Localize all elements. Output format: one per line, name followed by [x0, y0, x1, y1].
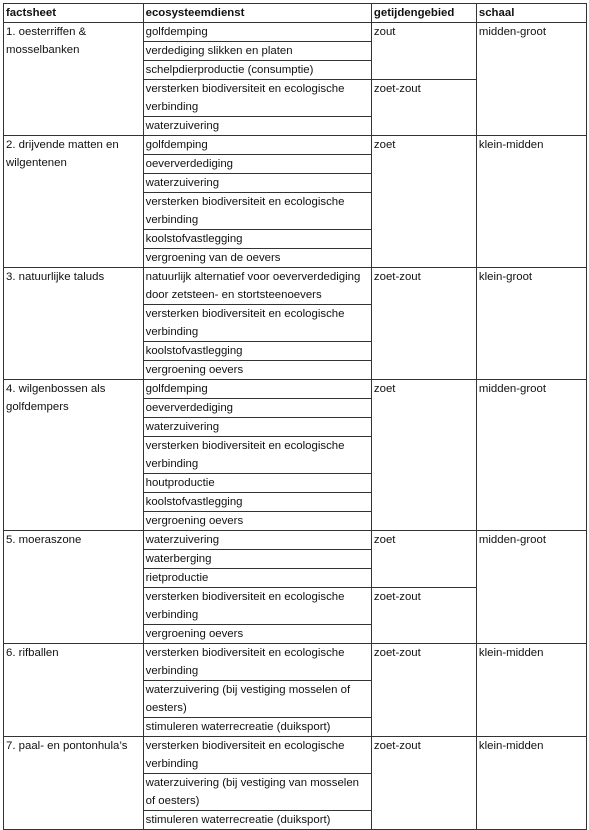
- factsheet-cell: 2. drijvende matten en wilgentenen: [4, 136, 144, 268]
- table-row: [4, 644, 587, 681]
- factsheet-cell: 1. oesterriffen & mosselbanken: [4, 23, 144, 136]
- ecosysteemdienst-cell: waterzuivering: [143, 174, 371, 193]
- table-row: [4, 380, 587, 399]
- ecosysteemdienst-cell: golfdemping: [143, 380, 371, 399]
- factsheet-cell: 7. paal- en pontonhula’s: [4, 737, 144, 830]
- table-row: [4, 136, 587, 155]
- ecosysteemdienst-cell: versterken biodiversiteit en ecologische verbinding: [143, 193, 371, 230]
- header-schaal: schaal: [476, 4, 586, 23]
- ecosysteemdienst-cell: golfdemping: [143, 136, 371, 155]
- ecosysteemdienst-cell: vergroening van de oevers: [143, 249, 371, 268]
- getijdengebied-cell: zoet: [371, 531, 476, 588]
- table-body: [4, 23, 587, 830]
- table-row: [4, 531, 587, 550]
- header-factsheet: factsheet: [4, 4, 144, 23]
- ecosysteemdienst-cell: natuurlijk alternatief voor oeververdediging door zetsteen- en stortsteenoevers: [143, 268, 371, 305]
- ecosysteemdienst-cell: versterken biodiversiteit en ecologische verbinding: [143, 80, 371, 117]
- ecosysteemdienst-cell: vergroening oevers: [143, 361, 371, 380]
- getijdengebied-cell: zoet-zout: [371, 588, 476, 644]
- ecosysteemdienst-cell: golfdemping: [143, 23, 371, 42]
- ecosysteemdienst-cell: versterken biodiversiteit en ecologische verbinding: [143, 737, 371, 774]
- ecosysteemdienst-cell: versterken biodiversiteit en ecologische verbinding: [143, 588, 371, 625]
- ecosysteemdienst-cell: versterken biodiversiteit en ecologische verbinding: [143, 437, 371, 474]
- getijdengebied-cell: zoet: [371, 136, 476, 268]
- ecosysteemdienst-cell: waterzuivering (bij vestiging mosselen of oesters): [143, 681, 371, 718]
- ecosysteemdienst-cell: waterzuivering (bij vestiging van mosselen of oesters): [143, 774, 371, 811]
- getijdengebied-cell: zoet-zout: [371, 644, 476, 737]
- schaal-cell: klein-midden: [476, 737, 586, 830]
- header-getijdengebied: getijdengebied: [371, 4, 476, 23]
- ecosysteemdienst-cell: oeververdediging: [143, 399, 371, 418]
- ecosysteemdienst-cell: houtproductie: [143, 474, 371, 493]
- ecosysteemdienst-cell: vergroening oevers: [143, 625, 371, 644]
- factsheet-table: [3, 3, 587, 830]
- ecosysteemdienst-cell: stimuleren waterrecreatie (duiksport): [143, 718, 371, 737]
- header-row: [4, 4, 587, 23]
- schaal-cell: klein-midden: [476, 644, 586, 737]
- getijdengebied-cell: zoet: [371, 380, 476, 531]
- schaal-cell: midden-groot: [476, 531, 586, 644]
- ecosysteemdienst-cell: versterken biodiversiteit en ecologische verbinding: [143, 644, 371, 681]
- schaal-cell: klein-groot: [476, 268, 586, 380]
- ecosysteemdienst-cell: verdediging slikken en platen: [143, 42, 371, 61]
- ecosysteemdienst-cell: vergroening oevers: [143, 512, 371, 531]
- factsheet-cell: 6. rifballen: [4, 644, 144, 737]
- getijdengebied-cell: zoet-zout: [371, 268, 476, 380]
- ecosysteemdienst-cell: stimuleren waterrecreatie (duiksport): [143, 811, 371, 830]
- getijdengebied-cell: zout: [371, 23, 476, 80]
- factsheet-cell: 3. natuurlijke taluds: [4, 268, 144, 380]
- schaal-cell: midden-groot: [476, 380, 586, 531]
- factsheet-cell: 4. wilgenbossen als golfdempers: [4, 380, 144, 531]
- ecosysteemdienst-cell: koolstofvastlegging: [143, 342, 371, 361]
- table-row: [4, 23, 587, 42]
- ecosysteemdienst-cell: rietproductie: [143, 569, 371, 588]
- table-row: [4, 737, 587, 774]
- ecosysteemdienst-cell: waterzuivering: [143, 531, 371, 550]
- ecosysteemdienst-cell: waterzuivering: [143, 418, 371, 437]
- getijdengebied-cell: zoet-zout: [371, 737, 476, 830]
- factsheet-cell: 5. moeraszone: [4, 531, 144, 644]
- ecosysteemdienst-cell: koolstofvastlegging: [143, 493, 371, 512]
- ecosysteemdienst-cell: oeververdediging: [143, 155, 371, 174]
- header-ecosysteemdienst: ecosysteemdienst: [143, 4, 371, 23]
- ecosysteemdienst-cell: schelpdierproductie (consumptie): [143, 61, 371, 80]
- schaal-cell: klein-midden: [476, 136, 586, 268]
- table-row: [4, 268, 587, 305]
- schaal-cell: midden-groot: [476, 23, 586, 136]
- ecosysteemdienst-cell: koolstofvastlegging: [143, 230, 371, 249]
- ecosysteemdienst-cell: waterberging: [143, 550, 371, 569]
- getijdengebied-cell: zoet-zout: [371, 80, 476, 136]
- ecosysteemdienst-cell: versterken biodiversiteit en ecologische verbinding: [143, 305, 371, 342]
- ecosysteemdienst-cell: waterzuivering: [143, 117, 371, 136]
